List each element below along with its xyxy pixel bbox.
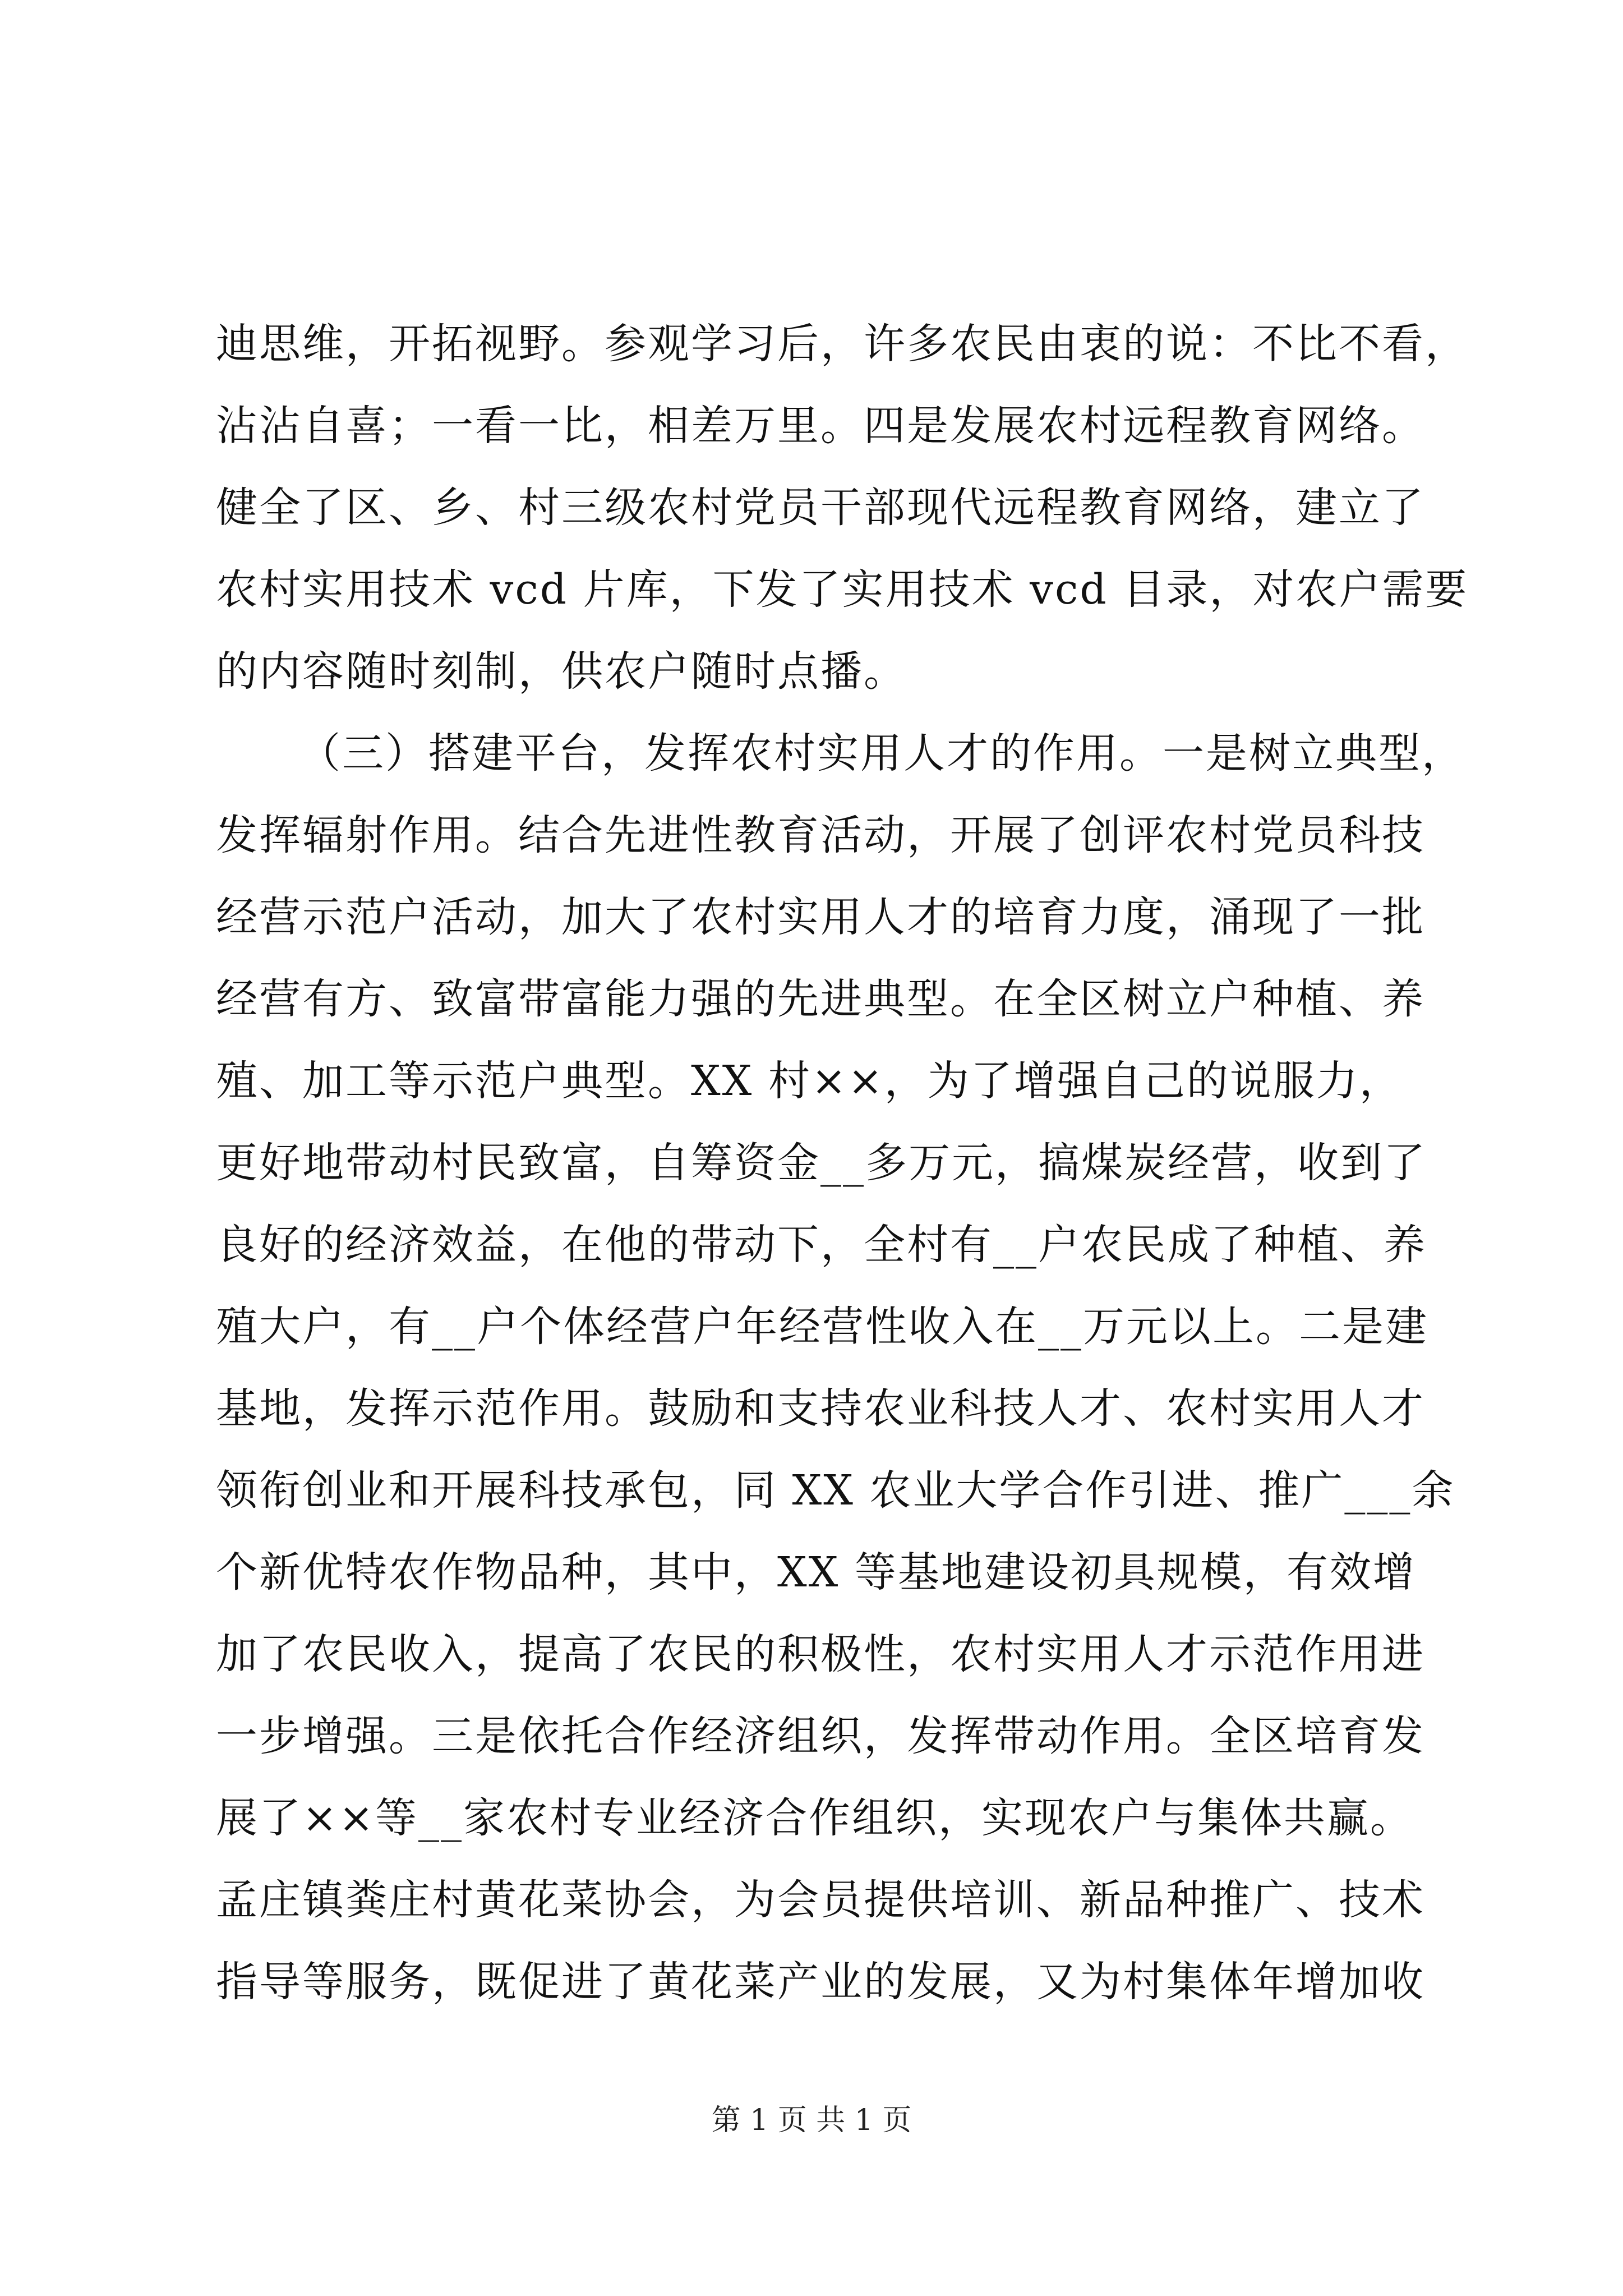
page-number-footer: 第 1 页 共 1 页 — [711, 2104, 912, 2137]
text-line: 殖、加工等示范户典型。XX 村××，为了增强自己的说服力， — [216, 1057, 1403, 1105]
text-line: 经营示范户活动，加大了农村实用人才的培育力度，涌现了一批 — [216, 893, 1425, 941]
paragraph-start-line: （三）搭建平台，发挥农村实用人才的作用。一是树立典型， — [299, 729, 1465, 777]
text-line: 发挥辐射作用。结合先进性教育活动，开展了创评农村党员科技 — [216, 811, 1425, 859]
text-line: 加了农民收入，提高了农民的积极性，农村实用人才示范作用进 — [216, 1630, 1425, 1678]
text-line: 领衔创业和开展科技承包，同 XX 农业大学合作引进、推广___余 — [216, 1466, 1455, 1515]
text-line: 农村实用技术 vcd 片库，下发了实用技术 vcd 目录，对农户需要 — [216, 565, 1469, 614]
text-line: 经营有方、致富带富能力强的先进典型。在全区树立户种植、养 — [216, 975, 1425, 1023]
text-line: 个新优特农作物品种，其中，XX 等基地建设初具规模，有效增 — [216, 1548, 1416, 1596]
text-line: 健全了区、乡、村三级农村党员干部现代远程教育网络，建立了 — [216, 484, 1425, 532]
text-line: 指导等服务，既促进了黄花菜产业的发展，又为村集体年增加收 — [216, 1958, 1425, 2006]
text-line: 基地，发挥示范作用。鼓励和支持农业科技人才、农村实用人才 — [216, 1384, 1425, 1433]
document-body — [216, 303, 1469, 2023]
text-line: 沾沾自喜；一看一比，相差万里。四是发展农村远程教育网络。 — [216, 402, 1425, 450]
text-line: 一步增强。三是依托合作经济组织，发挥带动作用。全区培育发 — [216, 1712, 1425, 1760]
text-line: 展了××等__家农村专业经济合作组织，实现农户与集体共赢。 — [216, 1794, 1414, 1842]
text-line: 殖大户，有__户个体经营户年经营性收入在__万元以上。二是建 — [216, 1303, 1428, 1351]
text-line: 良好的经济效益，在他的带动下，全村有__户农民成了种植、养 — [216, 1221, 1427, 1269]
text-line: 孟庄镇粪庄村黄花菜协会，为会员提供培训、新品种推广、技术 — [216, 1876, 1425, 1924]
text-line: 的内容随时刻制，供农户随时点播。 — [216, 647, 907, 696]
text-line: 迪思维，开拓视野。参观学习后，许多农民由衷的说：不比不看， — [216, 320, 1468, 368]
text-line: 更好地带动村民致富，自筹资金__多万元，搞煤炭经营，收到了 — [216, 1139, 1427, 1187]
